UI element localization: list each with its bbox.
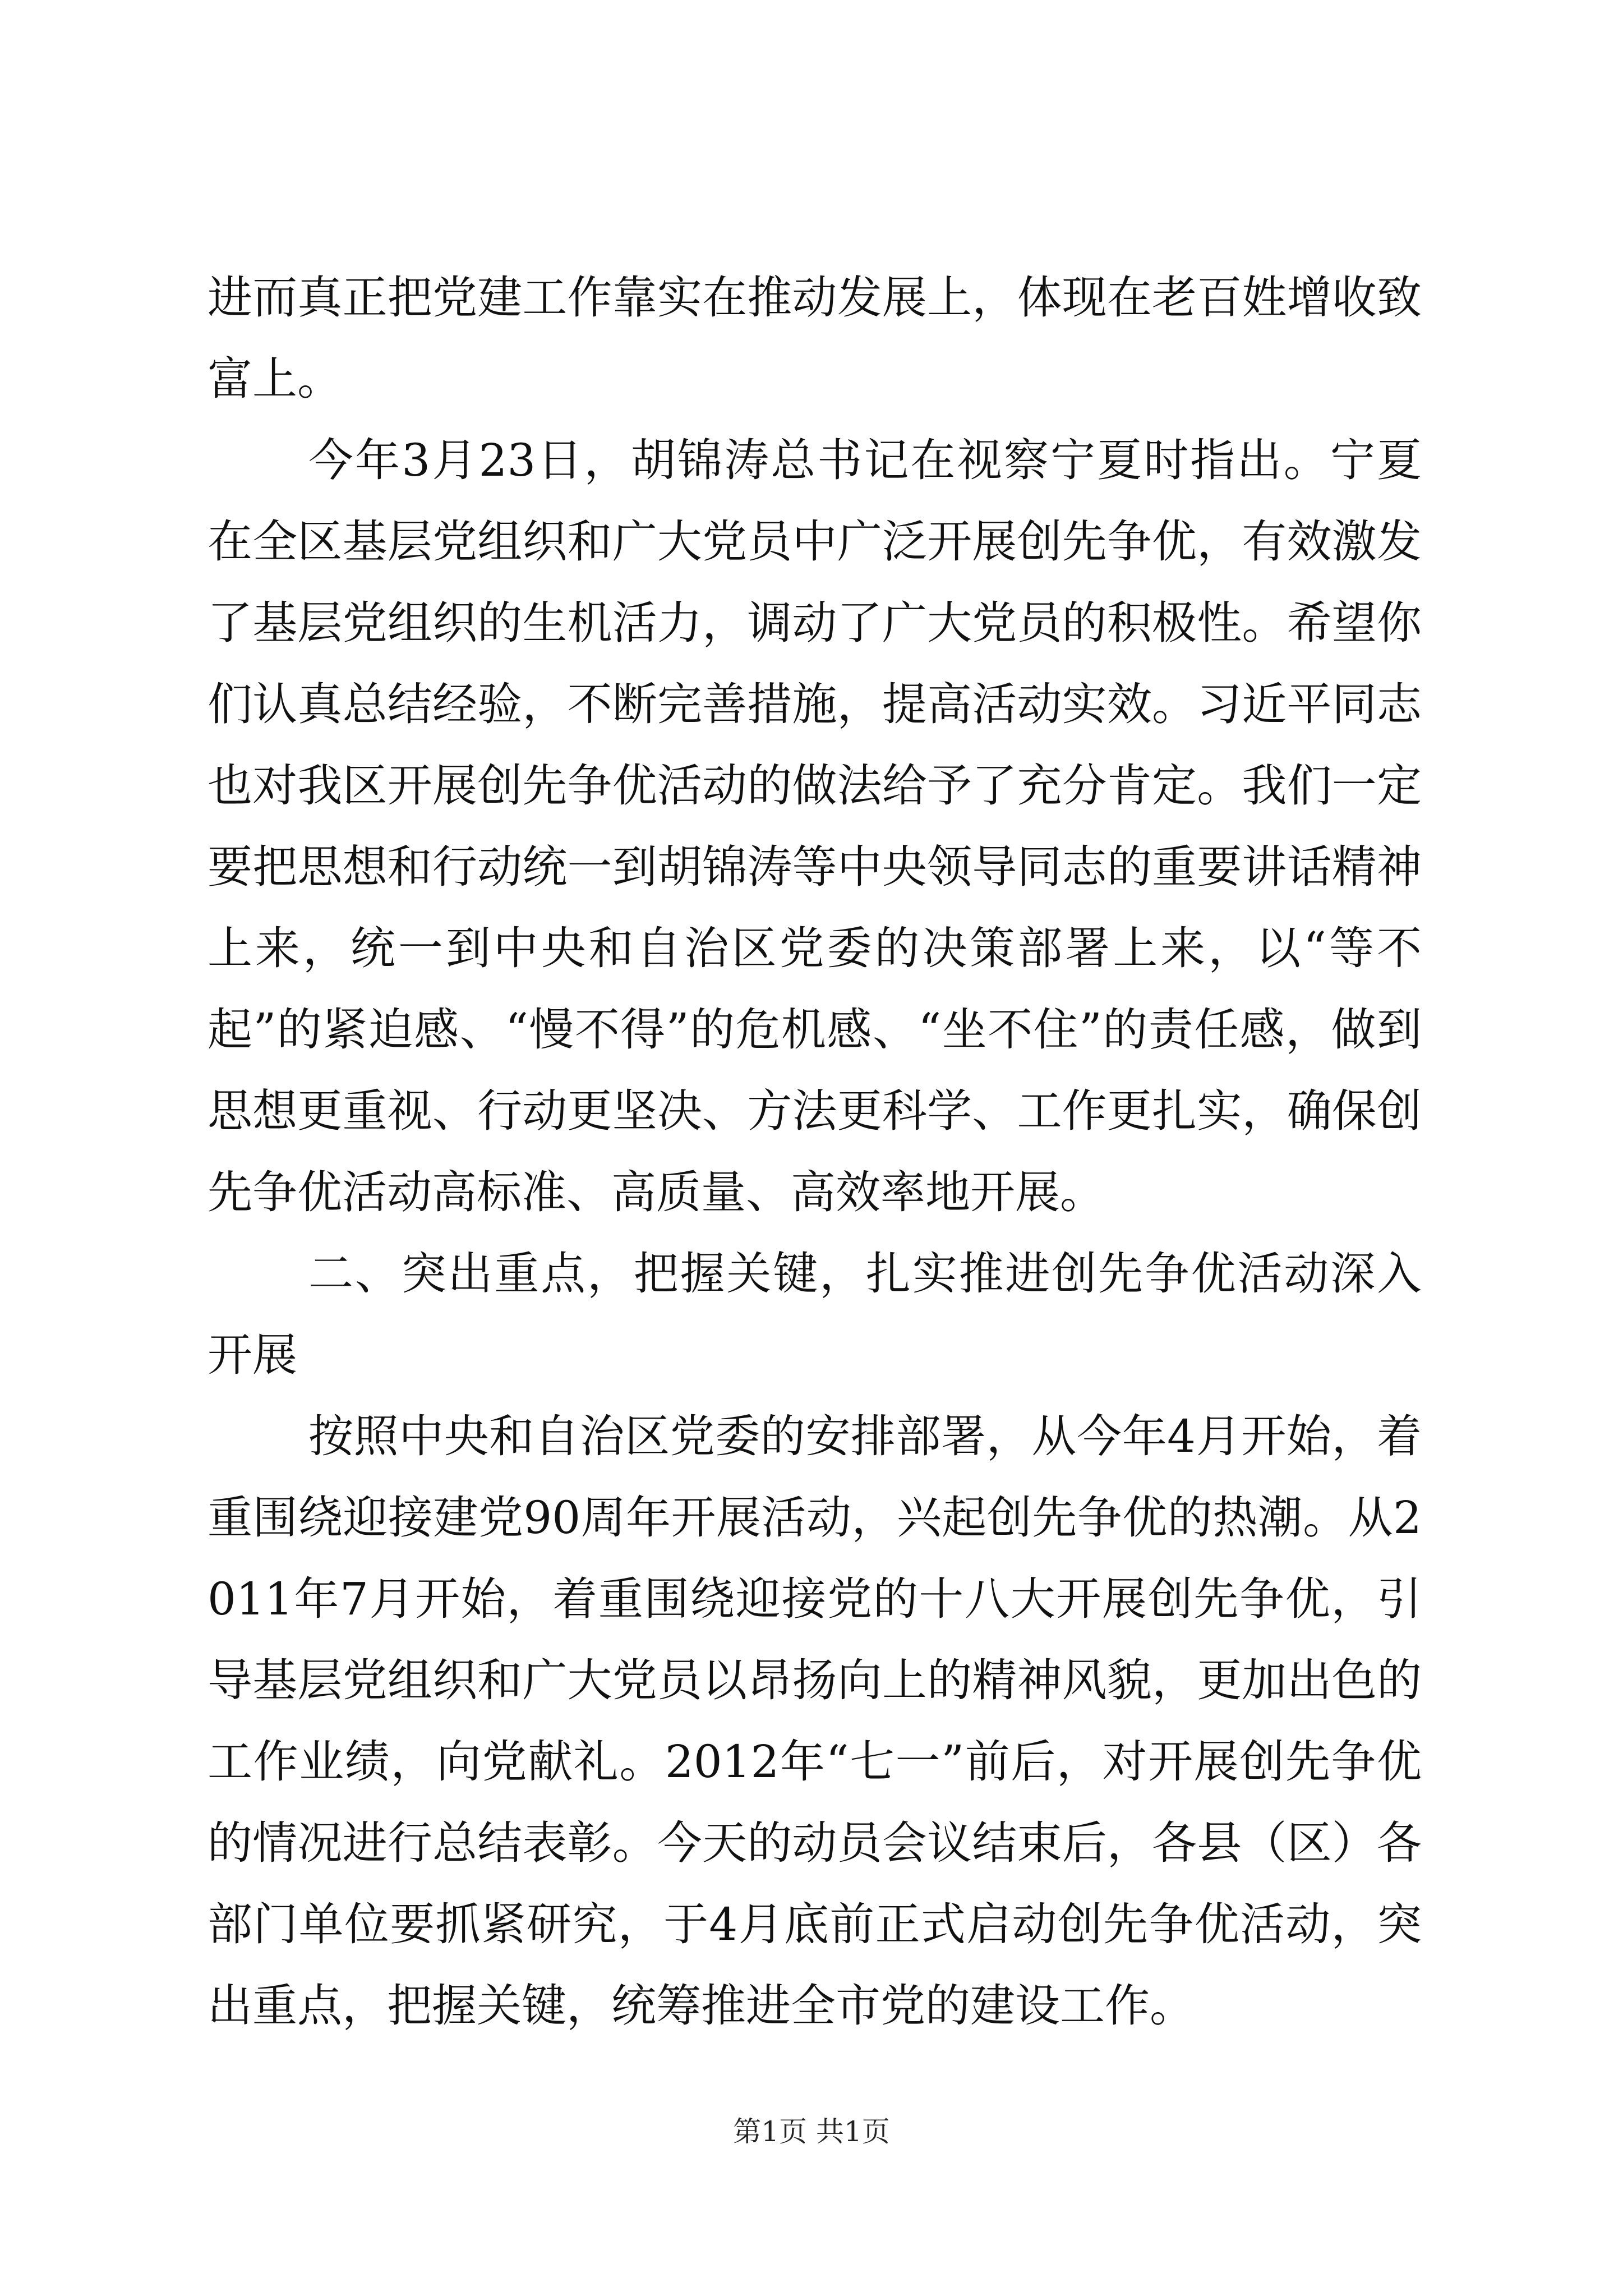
- section-heading-2: 二、突出重点，把握关键，扎实推进创先争优活动深入开展: [208, 1248, 1422, 1381]
- paragraph-continuation: 进而真正把党建工作靠实在推动发展上，体现在老百姓增收致富上。: [208, 272, 1422, 405]
- paragraph-deployment-plan: 按照中央和自治区党委的安排部署，从今年4月开始，着重围绕迎接建党90周年开展活动，兴起创先争优的热潮。从2011年7月开始，着重围绕迎接党的十八大开展创先争优，引导基层党组织和广大党员以昂扬向上的精神风貌，更加出色的工作业绩，向党献礼。2012年“七一”前后，对开展创先争优的情况进行总结表彰。今天的动员会议结束后，各县（区）各部门单位要抓紧研究，于4月底前正式启动创先争优活动，突出重点，把握关键，统筹推进全市党的建设工作。: [208, 1410, 1422, 2032]
- paragraph-hu-jintao-remarks: 今年3月23日，胡锦涛总书记在视察宁夏时指出。宁夏在全区基层党组织和广大党员中广泛开展创先争优，有效激发了基层党组织的生机活力，调动了广大党员的积极性。希望你们认真总结经验，不断完善措施，提高活动实效。习近平同志也对我区开展创先争优活动的做法给予了充分肯定。我们一定要把思想和行动统一到胡锦涛等中央领导同志的重要讲话精神上来，统一到中央和自治区党委的决策部署上来，以“等不起”的紧迫感、“慢不得”的危机感、“坐不住”的责任感，做到思想更重视、行动更坚决、方法更科学、工作更扎实，确保创先争优活动高标准、高质量、高效率地开展。: [208, 434, 1422, 1218]
- page-number-footer: 第1页 共1页: [733, 2115, 890, 2148]
- document-body: [208, 257, 1422, 2046]
